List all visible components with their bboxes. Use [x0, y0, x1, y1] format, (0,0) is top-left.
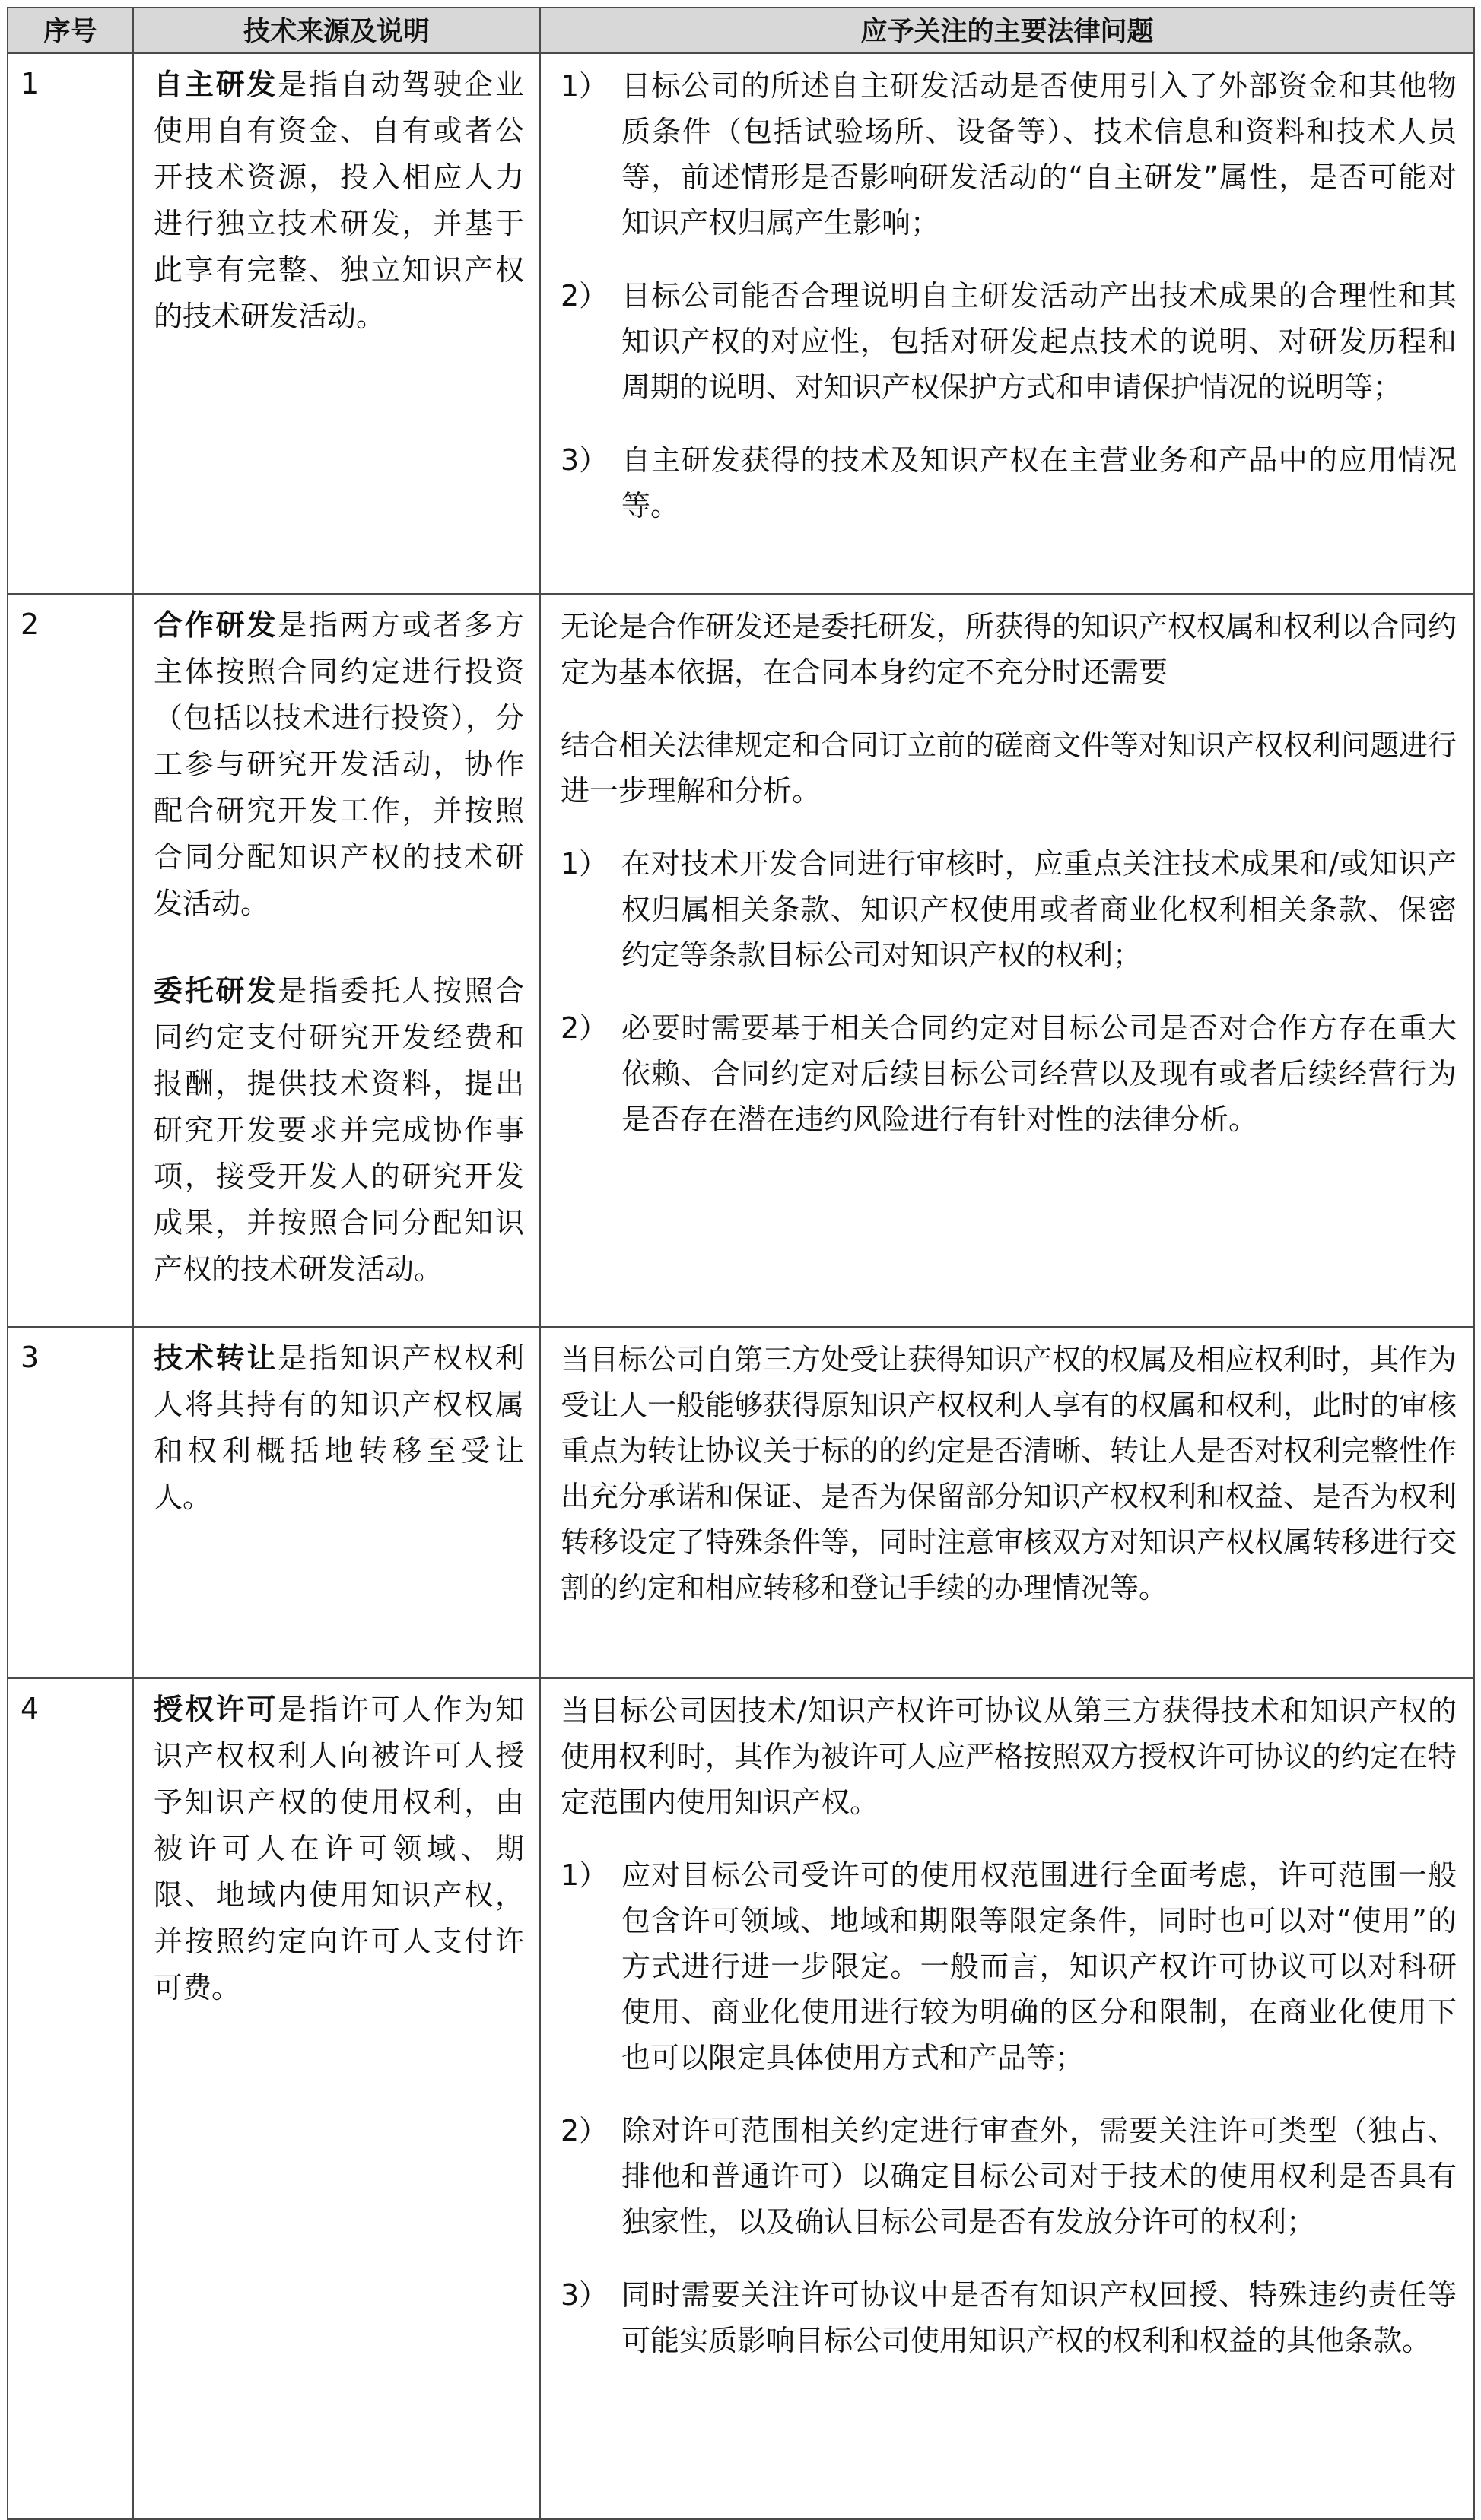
source-term: 授权许可 — [154, 1693, 278, 1726]
source-cell — [133, 53, 540, 594]
source-term: 委托研发 — [154, 974, 278, 1008]
issue-intro: 当目标公司自第三方处受让获得知识产权的权属及相应权利时，其作为受让人一般能够获得原知识产权权利人享有的权属和权利，此时的审核重点为转让协议关于标的的约定是否清晰、转让人是否对权利完整性作出充分承诺和保证、是否为保留部分知识产权权利和权益、是否为权利转移设定了特殊条件等，同时注意审核双方对知识产权权属转移进行交割的约定和相应转移和登记手续的办理情况等。 — [561, 1343, 1457, 1604]
issue-item — [561, 63, 1457, 246]
source-paragraph — [154, 968, 524, 1293]
issue-intro: 当目标公司因技术/知识产权许可协议从第三方获得技术和知识产权的使用权利时，其作为被许可人应严格按照双方授权许可协议的约定在特定范围内使用知识产权。 — [561, 1694, 1457, 1819]
source-text: 是指自动驾驶企业使用自有资金、自有或者公开技术资源，投入相应人力进行独立技术研发，并基于此享有完整、独立知识产权的技术研发活动。 — [154, 68, 524, 333]
source-cell — [133, 594, 540, 1327]
table-row — [8, 53, 1474, 594]
issue-number: 3） — [561, 443, 609, 477]
source-cell — [133, 1327, 540, 1678]
source-cell — [133, 1678, 540, 2519]
table-row — [8, 1678, 1474, 2519]
issue-number: 1） — [561, 1858, 609, 1892]
issue-text: 在对技术开发合同进行审核时，应重点关注技术成果和/或知识产权归属相关条款、知识产权使用或者商业化权利相关条款、保密约定等条款目标公司对知识产权的权利； — [621, 847, 1457, 972]
issues-cell — [540, 1678, 1474, 2519]
issue-number: 1） — [561, 69, 609, 103]
issues-cell — [540, 1327, 1474, 1678]
row-number: 2 — [8, 594, 133, 1327]
table-body — [8, 53, 1474, 2519]
row-number: 3 — [8, 1327, 133, 1678]
issue-item — [561, 841, 1457, 978]
header-row — [8, 8, 1474, 53]
issue-item — [561, 1005, 1457, 1142]
issue-item — [561, 2272, 1457, 2363]
row-number: 1 — [8, 53, 133, 594]
issue-number: 2） — [561, 279, 609, 313]
paragraph-gap — [154, 927, 524, 968]
issue-item — [561, 1852, 1457, 2080]
table-row — [8, 594, 1474, 1327]
issue-text: 应对目标公司受许可的使用权范围进行全面考虑，许可范围一般包含许可领域、地域和期限等限定条件，同时也可以对“使用”的方式进行进一步限定。一般而言，知识产权许可协议可以对科研使用、商业化使用进行较为明确的区分和限制，在商业化使用下也可以限定具体使用方式和产品等； — [621, 1858, 1457, 2074]
table-row — [8, 1327, 1474, 1678]
source-text: 是指知识产权权利人将其持有的知识产权权属和权利概括地转移至受让人。 — [154, 1341, 524, 1514]
issue-number: 1） — [561, 847, 609, 881]
issue-text: 目标公司的所述自主研发活动是否使用引入了外部资金和其他物质条件（包括试验场所、设备等）、技术信息和资料和技术人员等，前述情形是否影响研发活动的“自主研发”属性，是否可能对知识产权归属产生影响； — [621, 69, 1457, 240]
source-paragraph — [154, 1687, 524, 2011]
issue-text: 目标公司能否合理说明自主研发活动产出技术成果的合理性和其知识产权的对应性，包括对研发起点技术的说明、对研发历程和周期的说明、对知识产权保护方式和申请保护情况的说明等； — [621, 279, 1457, 404]
header-source: 技术来源及说明 — [133, 8, 540, 53]
source-term: 技术转让 — [154, 1341, 278, 1375]
source-text: 是指许可人作为知识产权权利人向被许可人授予知识产权的使用权利，由被许可人在许可领域、期限、地域内使用知识产权，并按照约定向许可人支付许可费。 — [154, 1693, 524, 2004]
source-paragraph — [154, 1335, 524, 1521]
issue-intro-continued: 结合相关法律规定和合同订立前的磋商文件等对知识产权权利问题进行进一步理解和分析。 — [561, 728, 1457, 808]
issues-cell — [540, 594, 1474, 1327]
issue-number: 3） — [561, 2278, 609, 2312]
issue-item — [561, 273, 1457, 410]
header-number: 序号 — [8, 8, 133, 53]
legal-issues-table — [7, 7, 1475, 2520]
source-text: 是指委托人按照合同约定支付研究开发经费和报酬，提供技术资料，提出研究开发要求并完成协作事项，接受开发人的研究开发成果，并按照合同分配知识产权的技术研发活动。 — [154, 974, 524, 1286]
issues-cell — [540, 53, 1474, 594]
issue-number: 2） — [561, 2114, 609, 2147]
issue-text: 必要时需要基于相关合同约定对目标公司是否对合作方存在重大依赖、合同约定对后续目标公司经营以及现有或者后续经营行为是否存在潜在违约风险进行有针对性的法律分析。 — [621, 1011, 1457, 1136]
issue-number: 2） — [561, 1011, 609, 1045]
issue-item — [561, 437, 1457, 528]
source-text: 是指两方或者多方主体按照合同约定进行投资（包括以技术进行投资），分工参与研究开发活动，协作配合研究开发工作，并按照合同分配知识产权的技术研发活动。 — [154, 608, 524, 920]
source-term: 合作研发 — [154, 608, 278, 642]
issue-item — [561, 2108, 1457, 2245]
issue-text: 除对许可范围相关约定进行审查外，需要关注许可类型（独占、排他和普通许可）以确定目标公司对于技术的使用权利是否具有独家性，以及确认目标公司是否有发放分许可的权利； — [621, 2114, 1457, 2239]
header-issues: 应予关注的主要法律问题 — [540, 8, 1474, 53]
issue-intro: 无论是合作研发还是委托研发，所获得的知识产权权属和权利以合同约定为基本依据，在合同本身约定不充分时还需要 — [561, 610, 1457, 689]
source-term: 自主研发 — [154, 68, 278, 101]
row-number: 4 — [8, 1678, 133, 2519]
table-header — [8, 8, 1474, 53]
issue-text: 自主研发获得的技术及知识产权在主营业务和产品中的应用情况等。 — [621, 443, 1457, 522]
source-paragraph — [154, 602, 524, 927]
issue-text: 同时需要关注许可协议中是否有知识产权回授、特殊违约责任等可能实质影响目标公司使用知识产权的权利和权益的其他条款。 — [621, 2278, 1457, 2357]
source-paragraph — [154, 62, 524, 340]
